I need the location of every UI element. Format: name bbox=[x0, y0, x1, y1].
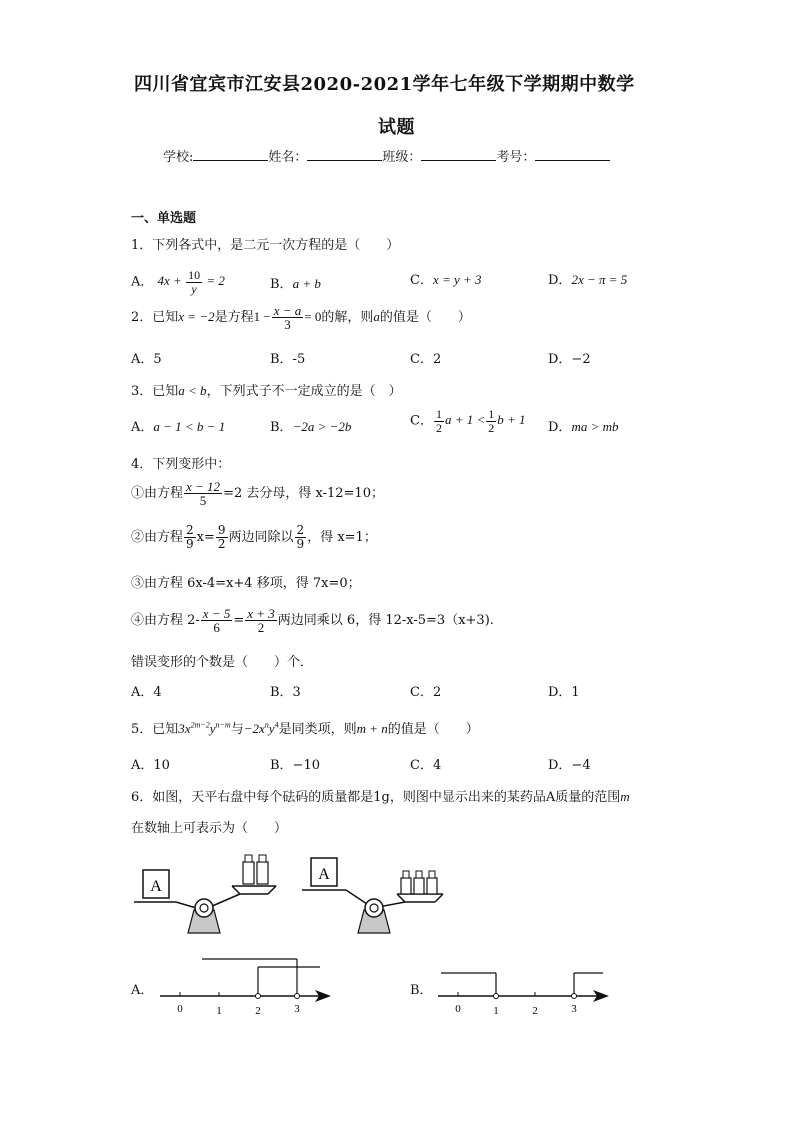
question-6-line2: 在数轴上可表示为（ ） bbox=[131, 821, 288, 836]
option-B[interactable]: B．a + b bbox=[270, 276, 321, 292]
exam-no-field[interactable] bbox=[535, 146, 610, 161]
option-B-label[interactable]: B． bbox=[410, 983, 433, 998]
option-D[interactable]: D．−2 bbox=[548, 352, 591, 367]
student-info-line bbox=[163, 146, 610, 165]
option-A[interactable]: A．4 bbox=[131, 685, 162, 700]
number-line-B[interactable] bbox=[433, 950, 618, 1020]
exam-no-label: 考号： bbox=[496, 150, 536, 165]
option-C[interactable]: C．2 bbox=[410, 352, 442, 367]
option-A[interactable]: A．5 bbox=[131, 352, 162, 367]
question-4-ask: 错误变形的个数是（ ）个． bbox=[131, 655, 314, 670]
option-A[interactable]: A．10 bbox=[131, 758, 170, 773]
option-C[interactable]: C． $\frac{1}{2}$ a + 1 < $\frac{1}{2}$ b + 1 bbox=[410, 407, 526, 435]
tick-label: 3 bbox=[571, 1003, 577, 1015]
school-field[interactable] bbox=[193, 146, 268, 161]
option-D[interactable]: D．1 bbox=[548, 685, 580, 700]
name-field[interactable] bbox=[307, 146, 382, 161]
option-D[interactable]: D．−4 bbox=[548, 758, 591, 773]
statement-1: ①由方程 $\frac{x - 12}{5}$ =2 去分母，得 x-12=10； bbox=[131, 479, 384, 508]
weight-icon bbox=[257, 855, 268, 884]
option-B[interactable]: B．-5 bbox=[270, 352, 306, 367]
page-title-line2: 试题 bbox=[378, 117, 415, 138]
balance-scale-1 bbox=[128, 850, 288, 940]
option-D[interactable]: D．ma > mb bbox=[548, 419, 619, 435]
name-label: 姓名： bbox=[268, 150, 308, 165]
tick-label: 2 bbox=[532, 1005, 538, 1017]
number-line-A[interactable] bbox=[155, 950, 340, 1020]
statement-4: ④由方程 2- $\frac{x - 5}{6}$ = $\frac{x + 3}{2}$ 两边同乘以 6，得 12-x-5=3（x+3). bbox=[131, 606, 494, 635]
question-1-stem: 1．下列各式中，是二元一次方程的是（ ） bbox=[131, 238, 400, 253]
option-A[interactable]: A．a − 1 < b − 1 bbox=[131, 419, 226, 435]
tick-label: 2 bbox=[255, 1005, 261, 1017]
weight-icon bbox=[401, 871, 411, 894]
question-1-options bbox=[131, 263, 651, 297]
statement-2: ②由方程 $\frac{2}{9}$ x= $\frac{9}{2}$ 两边同除以 $\frac{2}{9}$ ，得 x=1； bbox=[131, 523, 377, 551]
school-label: 学校: bbox=[163, 150, 194, 165]
option-B[interactable]: B．−2a > −2b bbox=[270, 419, 352, 435]
question-3-stem: 3．已知a < b，下列式子不一定成立的是（ ） bbox=[131, 383, 402, 399]
class-label: 班级： bbox=[382, 150, 422, 165]
drug-box-label: A bbox=[318, 866, 330, 883]
question-2-stem: 2．已知x = −2是方程1 − $\frac{x - a}{3}$ = 0的解，则a的值是（ ） bbox=[131, 303, 471, 332]
weight-icon bbox=[427, 871, 437, 894]
tick-label: 1 bbox=[216, 1005, 222, 1017]
option-C[interactable]: C．x = y + 3 bbox=[410, 272, 482, 288]
option-C[interactable]: C．2 bbox=[410, 685, 442, 700]
option-A-label[interactable]: A． bbox=[131, 983, 154, 998]
question-5-stem: 5．已知$3x^{2m-2}y^{n-m}$与$-2x^ny^4$是同类项，则m + n的值是（ ） bbox=[131, 720, 479, 737]
option-B[interactable]: B．3 bbox=[270, 685, 301, 700]
tick-label: 0 bbox=[177, 1003, 183, 1015]
tick-label: 1 bbox=[493, 1005, 499, 1017]
question-4-stem: 4．下列变形中： bbox=[131, 457, 231, 472]
page-title: 四川省宜宾市江安县2020-2021学年七年级下学期期中数学 bbox=[134, 74, 635, 95]
class-field[interactable] bbox=[421, 146, 496, 161]
weight-icon bbox=[243, 855, 254, 884]
tick-label: 0 bbox=[455, 1003, 461, 1015]
option-C[interactable]: C．4 bbox=[410, 758, 442, 773]
weight-icon bbox=[414, 871, 424, 894]
option-D[interactable]: D．2x − π = 5 bbox=[548, 272, 628, 288]
balance-scale-2 bbox=[300, 850, 460, 940]
option-B[interactable]: B．−10 bbox=[270, 758, 320, 773]
section-heading: 一、单选题 bbox=[131, 211, 197, 226]
tick-label: 3 bbox=[294, 1003, 300, 1015]
option-A[interactable]: A． 4x + $\frac{10}{y}$ = 2 bbox=[131, 268, 225, 296]
question-6-line1: 6．如图，天平右盘中每个砝码的质量都是1g，则图中显示出来的某药品A质量的范围m bbox=[131, 789, 630, 805]
drug-box-label: A bbox=[150, 878, 162, 895]
statement-3: ③由方程 6x-4=x+4 移项，得 7x=0； bbox=[131, 576, 361, 591]
